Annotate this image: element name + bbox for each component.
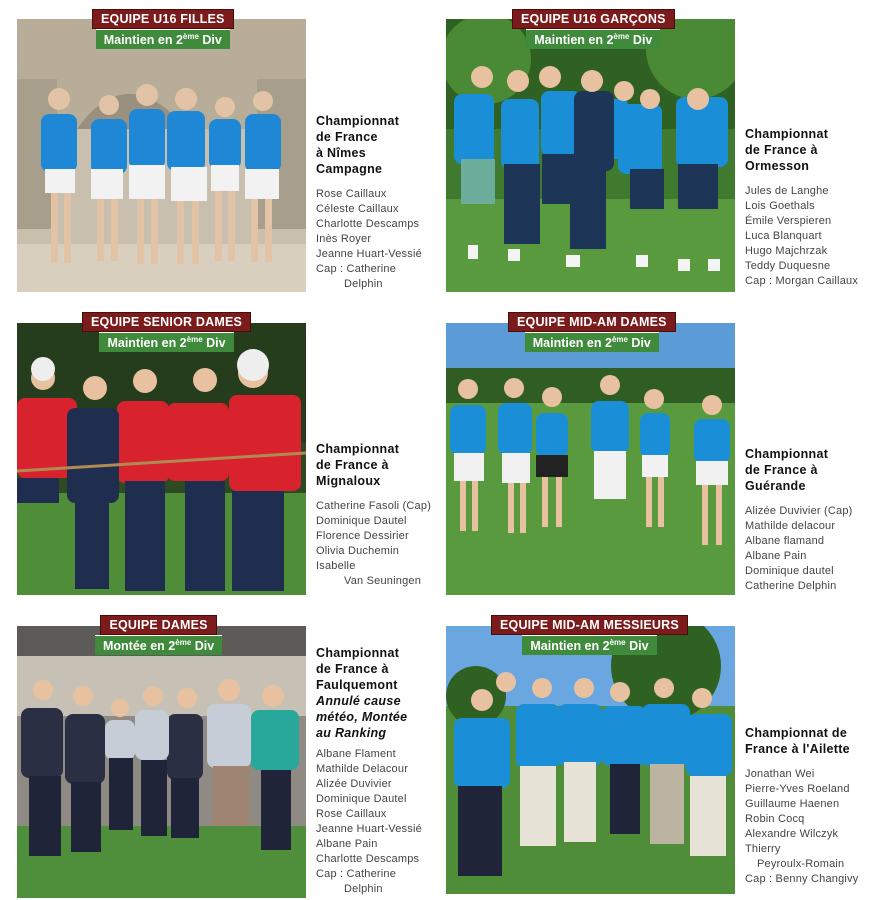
- team-name: EQUIPE MID-AM MESSIEURS: [491, 615, 688, 635]
- member-list: [316, 747, 446, 897]
- member: Pierre-Yves Roeland: [745, 783, 850, 795]
- member: Dominique Dautel: [316, 793, 407, 805]
- member: Charlotte Descamps: [316, 853, 420, 865]
- member: Lois Goethals: [745, 200, 815, 212]
- championship-title: Championnat de France à Guérande: [745, 447, 829, 493]
- team-photo-u16-garcons: [446, 19, 735, 292]
- team-info-dames: [316, 645, 446, 897]
- member: Mathilde delacour: [745, 520, 836, 532]
- member: Rose Caillaux: [316, 188, 387, 200]
- member: Cap : Catherine: [316, 868, 397, 880]
- member: Rose Caillaux: [316, 808, 387, 820]
- member: Robin Cocq: [745, 813, 805, 825]
- member: Hugo Majchrzak: [745, 245, 828, 257]
- championship-title: Championnat de France à Ormesson: [745, 127, 829, 173]
- team-status: Maintien en 2ème Div: [96, 29, 230, 49]
- member-list: [316, 187, 446, 292]
- member: Delphin: [344, 883, 383, 895]
- team-tag-mid-am-messieurs: [491, 615, 688, 655]
- team-tag-mid-am-dames: [508, 312, 676, 352]
- team-photo-dames: [17, 626, 306, 898]
- member: Teddy Duquesne: [745, 260, 831, 272]
- member: Mathilde Delacour: [316, 763, 409, 775]
- member: Albane flamand: [745, 535, 825, 547]
- member: Albane Flament: [316, 748, 396, 760]
- team-name: EQUIPE MID-AM DAMES: [508, 312, 676, 332]
- member-list: [745, 184, 880, 289]
- team-info-u16-garcons: [745, 126, 880, 289]
- team-status: Maintien en 2ème Div: [525, 332, 659, 352]
- member: Dominique dautel: [745, 565, 834, 577]
- team-name: EQUIPE U16 FILLES: [92, 9, 234, 29]
- member: Albane Pain: [745, 550, 807, 562]
- member: Albane Pain: [316, 838, 378, 850]
- team-photo-u16-filles: [17, 19, 306, 292]
- team-status: Maintien en 2ème Div: [526, 29, 660, 49]
- team-status: Maintien en 2ème Div: [522, 635, 656, 655]
- team-info-u16-filles: [316, 113, 446, 292]
- team-tag-u16-filles: [92, 9, 234, 49]
- member: Olivia Duchemin: [316, 545, 400, 557]
- member: Guillaume Haenen: [745, 798, 840, 810]
- member: Émile Verspieren: [745, 215, 832, 227]
- member: Catherine Fasoli (Cap): [316, 500, 432, 512]
- team-info-senior-dames: [316, 441, 446, 589]
- member: Charlotte Descamps: [316, 218, 420, 230]
- member: Isabelle: [316, 560, 356, 572]
- team-name: EQUIPE DAMES: [100, 615, 216, 635]
- member: Alizée Duvivier (Cap): [745, 505, 853, 517]
- member: Alizée Duvivier: [316, 778, 392, 790]
- member: Florence Dessirier: [316, 530, 409, 542]
- member: Cap : Catherine: [316, 263, 397, 275]
- member: Jeanne Huart-Vessié: [316, 248, 422, 260]
- member: Delphin: [344, 278, 383, 290]
- championship-title: Championnat de France à Mignaloux: [316, 442, 400, 488]
- team-tag-u16-garcons: [512, 9, 675, 49]
- member: Cap : Benny Changivy: [745, 873, 859, 885]
- member: Céleste Caillaux: [316, 203, 399, 215]
- member: Jeanne Huart-Vessié: [316, 823, 422, 835]
- team-status: Maintien en 2ème Div: [99, 332, 233, 352]
- member: Peyroulx-Romain: [757, 858, 845, 870]
- championship-title: Championnat de France à Nîmes Campagne: [316, 114, 400, 176]
- member: Jonathan Wei: [745, 768, 815, 780]
- member-list: [316, 499, 446, 589]
- team-tag-dames: [95, 615, 222, 655]
- member: Van Seuningen: [344, 575, 422, 587]
- team-name: EQUIPE U16 GARÇONS: [512, 9, 675, 29]
- team-photo-mid-am-dames: [446, 323, 735, 595]
- member: Cap : Morgan Caillaux: [745, 275, 859, 287]
- team-tag-senior-dames: [82, 312, 251, 352]
- member: Dominique Dautel: [316, 515, 407, 527]
- team-info-mid-am-dames: [745, 446, 880, 594]
- team-status: Montée en 2ème Div: [95, 635, 222, 655]
- member: Catherine Delphin: [745, 580, 837, 592]
- member: Alexandre Wilczyk: [745, 828, 839, 840]
- championship-title: Championnat de France à l'Ailette: [745, 726, 850, 756]
- member: Inès Royer: [316, 233, 372, 245]
- team-photo-senior-dames: [17, 323, 306, 595]
- team-name: EQUIPE SENIOR DAMES: [82, 312, 251, 332]
- member: Luca Blanquart: [745, 230, 822, 242]
- member-list: [745, 504, 880, 594]
- team-photo-mid-am-messieurs: [446, 626, 735, 894]
- member: Jules de Langhe: [745, 185, 829, 197]
- member-list: [745, 767, 880, 887]
- member: Thierry: [745, 843, 781, 855]
- team-info-mid-am-messieurs: [745, 725, 880, 887]
- championship-title: Championnat de France à Faulquemont Annulé cause météo, Montée au Ranking: [316, 646, 408, 740]
